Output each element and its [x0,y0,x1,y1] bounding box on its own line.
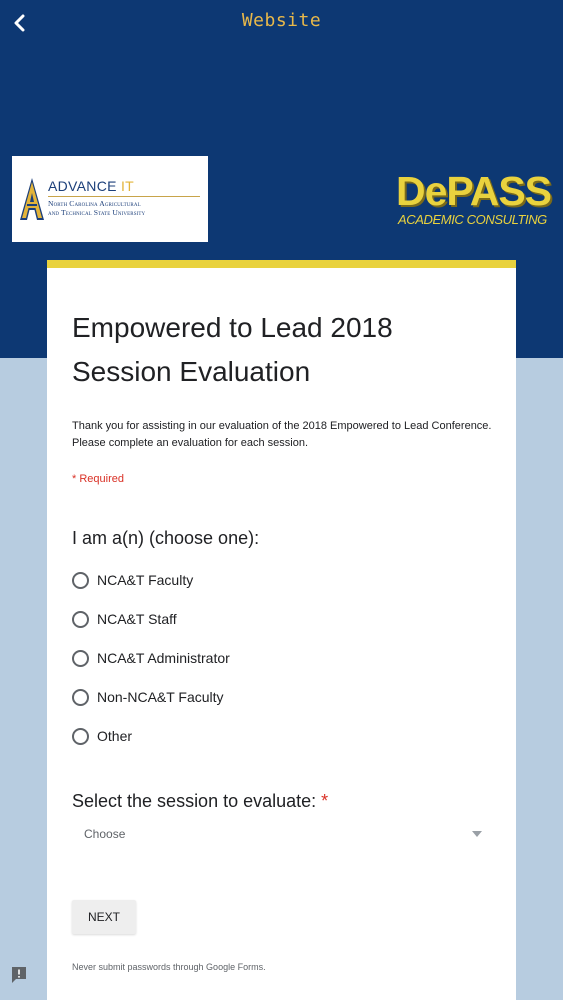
radio-button[interactable] [72,611,89,628]
advance-it-wordmark: ADVANCE IT [48,178,134,194]
question-role-label: I am a(n) (choose one): [72,528,260,548]
radio-button[interactable] [72,572,89,589]
depass-wordmark: DePASS [396,168,552,214]
depass-logo [394,168,552,232]
form-card [47,260,516,1000]
required-marker: * [321,791,329,811]
radio-button[interactable] [72,728,89,745]
radio-button[interactable] [72,650,89,667]
option-label: Other [97,728,133,744]
form-title: Empowered to Lead 2018 Session Evaluation [72,312,393,387]
advance-it-logo [12,156,208,242]
aggie-a-icon [18,176,46,222]
session-select[interactable] [72,820,482,850]
option-ncat-faculty[interactable] [72,568,193,592]
required-note: * Required [72,473,124,485]
option-non-ncat-faculty[interactable] [72,685,224,709]
feedback-button[interactable] [10,965,28,985]
option-ncat-administrator[interactable] [72,646,230,670]
question-session-label: Select the session to evaluate: * [72,791,329,811]
app-title: Website [241,10,322,31]
form-description: Thank you for assisting in our evaluation of the 2018 Empowered to Lead Conference. Please complete an evaluation for each session. [72,420,492,449]
option-other[interactable] [72,724,132,748]
option-ncat-staff[interactable] [72,607,177,631]
logo-divider [48,196,200,197]
option-label: NCA&T Faculty [97,572,194,588]
radio-button[interactable] [72,689,89,706]
depass-tagline: ACADEMIC CONSULTING [398,212,547,227]
option-label: Non-NCA&T Faculty [97,689,224,705]
footer-note: Never submit passwords through Google Forms. [72,962,266,972]
option-label: NCA&T Staff [97,611,177,627]
feedback-icon [10,965,28,985]
university-name: North Carolina Agricultural and Technical State University [48,199,146,217]
session-select-value: Choose [84,827,126,841]
next-button[interactable]: NEXT [72,900,136,934]
option-label: NCA&T Administrator [97,650,230,666]
dropdown-caret-icon [472,831,482,837]
